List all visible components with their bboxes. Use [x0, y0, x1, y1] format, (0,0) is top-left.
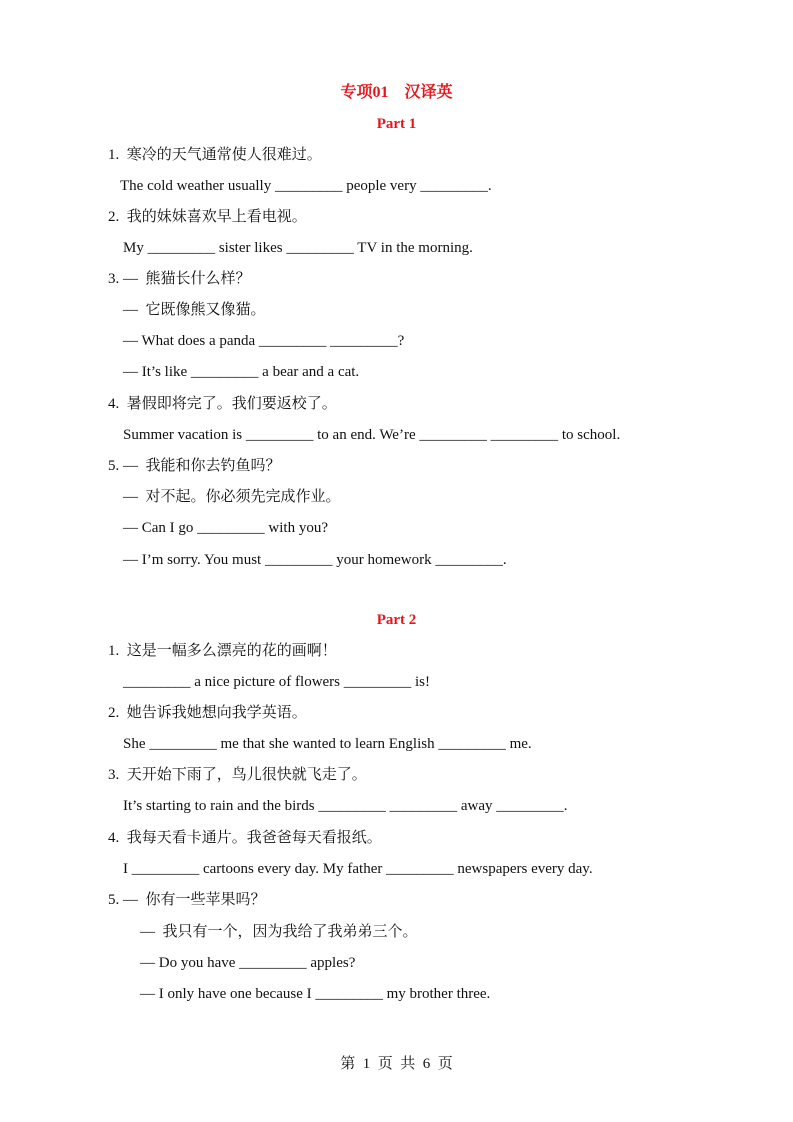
question-line: 4. 我每天看卡通片。我爸爸每天看报纸。	[108, 830, 382, 846]
answer-line: The cold weather usually _________ people very _________.	[120, 178, 492, 194]
question-line: 5. — 我能和你去钓鱼吗？	[108, 458, 281, 474]
question-line: 2. 我的妹妹喜欢早上看电视。	[108, 209, 307, 225]
answer-line: Summer vacation is _________ to an end. We’re _________ _________ to school.	[123, 427, 621, 443]
question-line: 2. 她告诉我她想向我学英语。	[108, 705, 307, 721]
answer-line: It’s starting to rain and the birds _________ _________ away _________.	[123, 798, 568, 814]
question-line: — 我只有一个，因为我给了我弟弟三个。	[140, 924, 418, 940]
question-line: 3. 天开始下雨了，鸟儿很快就飞走了。	[108, 767, 367, 783]
part-2-heading: Part 2	[376, 612, 417, 628]
question-line: 1. 这是一幅多么漂亮的花的画啊！	[108, 643, 337, 659]
question-line: 1. 寒冷的天气通常使人很难过。	[108, 147, 322, 163]
page-footer: 第 1 页 共 6 页	[340, 1056, 453, 1072]
question-line: — 它既像熊又像猫。	[123, 302, 266, 318]
question-line: 4. 暑假即将完了。我们要返校了。	[108, 396, 337, 412]
answer-line: — I only have one because I _________ my brother three.	[140, 986, 491, 1002]
page-title: 专项01 汉译英	[340, 84, 453, 101]
answer-line: I _________ cartoons every day. My father _________ newspapers every day.	[123, 861, 593, 877]
answer-line: My _________ sister likes _________ TV in the morning.	[123, 240, 473, 256]
answer-line: — What does a panda _________ _________?	[123, 333, 405, 349]
answer-line: — It’s like _________ a bear and a cat.	[123, 364, 360, 380]
answer-line: _________ a nice picture of flowers _________ is!	[123, 674, 431, 690]
question-line: 3. — 熊猫长什么样？	[108, 271, 251, 287]
answer-line: — Can I go _________ with you?	[123, 520, 328, 536]
answer-line: — Do you have _________ apples?	[140, 955, 356, 971]
question-line: 5. — 你有一些苹果吗？	[108, 892, 266, 908]
answer-line: She _________ me that she wanted to learn English _________ me.	[123, 736, 532, 752]
part-1-heading: Part 1	[376, 116, 417, 132]
answer-line: — I’m sorry. You must _________ your homework _________.	[123, 552, 507, 568]
question-line: — 对不起。你必须先完成作业。	[123, 489, 341, 505]
